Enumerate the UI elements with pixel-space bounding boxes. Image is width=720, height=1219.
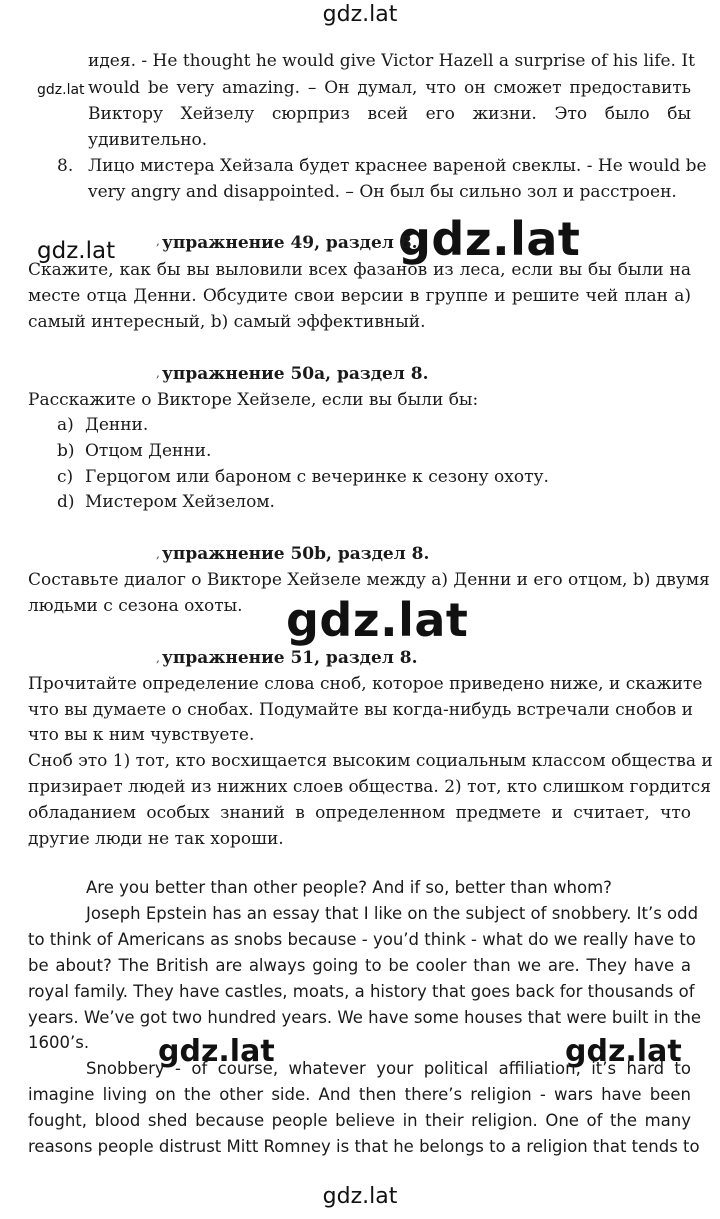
- exercise-51-line: призирает людей из нижних слоев общества. 2) тот, кто слишком гордится: [28, 777, 712, 797]
- exercise-49-line: самый интересный, b) самый эффективный.: [28, 312, 426, 332]
- intro-line: удивительно.: [88, 130, 208, 150]
- watermark-small: gdz.lat: [37, 82, 85, 98]
- watermark-large-1: gdz.lat: [398, 212, 581, 266]
- watermark-bottom: gdz.lat: [322, 1184, 398, 1209]
- exercise-50b-line: людьми с сезона охоты.: [28, 596, 243, 616]
- essay-line: to think of Americans as snobs because - you’d think - what do we really have to: [28, 930, 696, 949]
- exercise-49-heading: упражнение 49, раздел 8.: [162, 233, 418, 253]
- exercise-51-heading: упражнение 51, раздел 8.: [162, 648, 418, 668]
- exercise-51-line: другие люди не так хороши.: [28, 829, 284, 849]
- exercise-51-line: Прочитайте определение слова сноб, которое приведено ниже, и скажите: [28, 674, 703, 694]
- essay-line: imagine living on the other side. And then there’s religion - wars have been: [28, 1085, 691, 1104]
- list-item: [57, 491, 275, 513]
- exercise-50a-heading: упражнение 50a, раздел 8.: [162, 364, 429, 384]
- list-item: [57, 466, 549, 488]
- list-text: Герцогом или бароном с вечеринке к сезону охоту.: [85, 467, 549, 487]
- intro-line: would be very amazing. – Он думал, что он сможет предоставить: [88, 78, 691, 98]
- exercise-50b-heading: упражнение 50b, раздел 8.: [162, 544, 430, 564]
- intro-line: идея. - He thought he would give Victor Hazell a surprise of his life. It: [88, 51, 695, 71]
- list-item: [57, 414, 148, 436]
- exercise-51-line: обладанием особых знаний в определенном предмете и считает, что: [28, 803, 691, 823]
- item-8-number: 8.: [57, 156, 74, 176]
- exercise-50b-line: Составьте диалог о Викторе Хейзеле между a) Денни и его отцом, b) двумя: [28, 570, 710, 590]
- essay-line: be about? The British are always going to be cooler than we are. They have a: [28, 956, 691, 975]
- exercise-50a-intro: Расскажите о Викторе Хейзеле, если вы были бы:: [28, 390, 479, 410]
- exercise-49-line: месте отца Денни. Обсудите свои версии в группе и решите чей план a): [28, 286, 691, 306]
- comma-mark: ,: [156, 547, 160, 561]
- list-marker: c): [57, 467, 74, 487]
- item-8-line: Лицо мистера Хейзала будет краснее вареной свеклы. - He would be: [88, 156, 707, 176]
- exercise-51-line: что вы думаете о снобах. Подумайте вы когда-нибудь встречали снобов и: [28, 700, 693, 720]
- list-marker: b): [57, 441, 75, 461]
- comma-mark: ,: [156, 234, 160, 248]
- comma-mark: ,: [156, 651, 160, 665]
- essay-line: Snobbery - of course, whatever your political affiliation, it’s hard to: [86, 1059, 691, 1078]
- watermark-top: gdz.lat: [322, 2, 398, 27]
- intro-line: Виктору Хейзелу сюрприз всей его жизни. Это было бы: [88, 104, 691, 124]
- essay-line: 1600’s.: [28, 1033, 90, 1052]
- list-marker: d): [57, 492, 75, 512]
- watermark-medium: gdz.lat: [37, 238, 116, 264]
- essay-line: years. We’ve got two hundred years. We have some houses that were built in the: [28, 1008, 702, 1027]
- essay-line: Are you better than other people? And if so, better than whom?: [86, 878, 612, 897]
- watermark-large-2: gdz.lat: [286, 593, 469, 647]
- essay-line: fought, blood shed because people believe in their religion. One of the many: [28, 1111, 691, 1130]
- exercise-51-line: что вы к ним чувствуете.: [28, 725, 255, 745]
- item-8-line: very angry and disappointed. – Он был бы сильно зол и расстроен.: [88, 182, 677, 202]
- exercise-51-line: Сноб это 1) тот, кто восхищается высоким социальным классом общества и: [28, 751, 713, 771]
- list-text: Денни.: [85, 415, 149, 435]
- essay-line: Joseph Epstein has an essay that I like on the subject of snobbery. It’s odd: [86, 904, 699, 923]
- watermark-mid-left: gdz.lat: [158, 1034, 275, 1069]
- watermark-mid-right: gdz.lat: [565, 1034, 682, 1069]
- essay-line: reasons people distrust Mitt Romney is that he belongs to a religion that tends to: [28, 1137, 700, 1156]
- essay-line: royal family. They have castles, moats, a history that goes back for thousands of: [28, 982, 695, 1001]
- list-item: [57, 440, 211, 462]
- list-marker: a): [57, 415, 74, 435]
- list-text: Мистером Хейзелом.: [85, 492, 275, 512]
- comma-mark: ,: [156, 366, 160, 380]
- exercise-49-line: Скажите, как бы вы выловили всех фазанов из леса, если вы бы были на: [28, 260, 691, 280]
- list-text: Отцом Денни.: [85, 441, 212, 461]
